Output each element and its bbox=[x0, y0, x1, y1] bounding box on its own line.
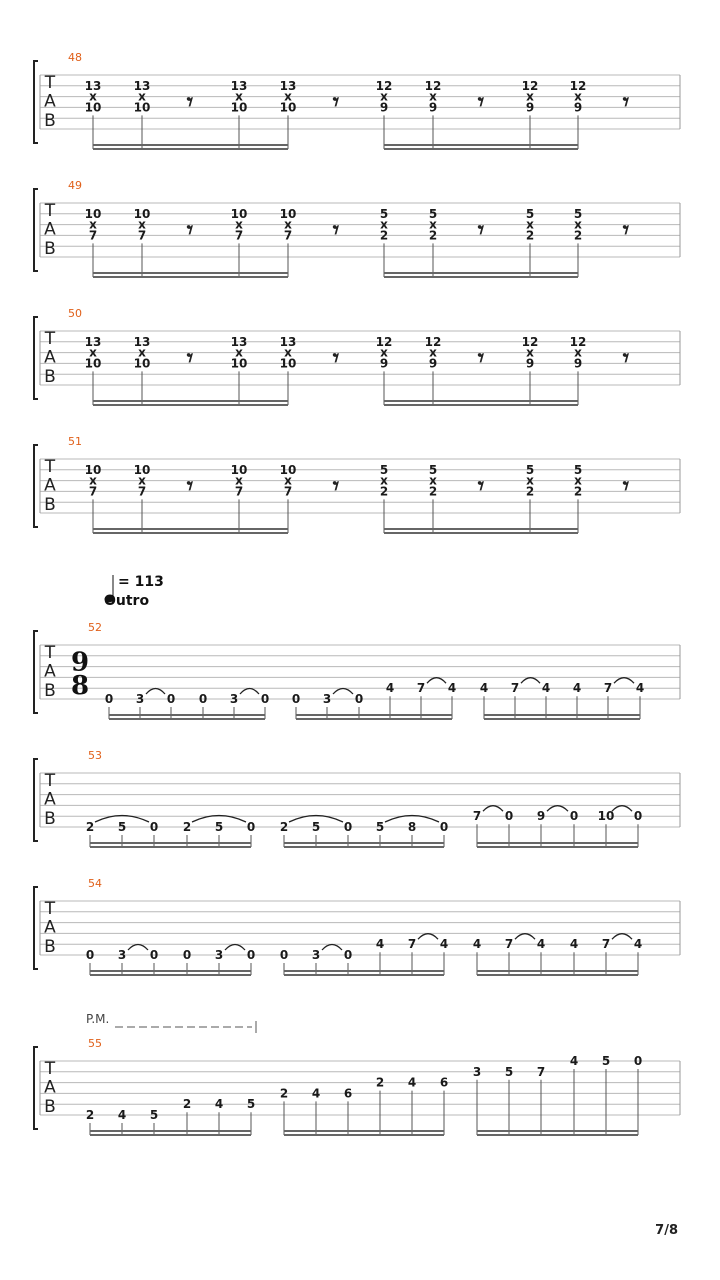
section-label: Outro bbox=[104, 593, 150, 609]
fret-number: 4 bbox=[633, 937, 643, 952]
measure-50 bbox=[34, 307, 680, 405]
measure-number: 52 bbox=[88, 621, 102, 634]
fret-number: x bbox=[284, 345, 292, 360]
fret-number: 3 bbox=[311, 948, 321, 962]
measure-51 bbox=[34, 435, 680, 533]
tab-clef-b: B bbox=[44, 1097, 56, 1117]
fret-number: 5 bbox=[601, 1054, 611, 1068]
fret-number: 5 bbox=[311, 820, 321, 834]
fret-number: x bbox=[526, 345, 534, 360]
fret-number: 7 bbox=[603, 681, 613, 696]
fret-number: 10 bbox=[230, 100, 248, 115]
fret-number: 3 bbox=[472, 1064, 482, 1079]
measure-number: 51 bbox=[68, 435, 82, 448]
fret-number: 0 bbox=[149, 820, 159, 834]
eighth-rest-icon: 𝄾 bbox=[186, 87, 194, 116]
fret-number: 0 bbox=[439, 820, 449, 834]
tab-clef-b: B bbox=[44, 111, 56, 131]
fret-number: 12 bbox=[375, 334, 393, 349]
fret-number: x bbox=[284, 217, 292, 232]
eighth-rest-icon: 𝄾 bbox=[477, 471, 485, 500]
fret-number: 5 bbox=[504, 1064, 514, 1079]
tie-arc bbox=[483, 806, 503, 812]
fret-number: 2 bbox=[182, 1097, 192, 1112]
fret-number: 2 bbox=[525, 228, 535, 243]
fret-number: 0 bbox=[85, 948, 95, 962]
fret-number: 5 bbox=[379, 206, 389, 221]
fret-number: x bbox=[429, 217, 437, 232]
measure-55 bbox=[34, 1037, 680, 1135]
fret-number: 2 bbox=[375, 1075, 385, 1090]
eighth-rest-icon: 𝄾 bbox=[477, 343, 485, 372]
fret-number: 10 bbox=[84, 462, 102, 477]
measure-number: 54 bbox=[88, 877, 102, 890]
fret-number: 4 bbox=[385, 681, 395, 696]
fret-number: x bbox=[526, 89, 534, 104]
fret-number: 2 bbox=[85, 820, 95, 834]
fret-number: x bbox=[235, 345, 243, 360]
fret-number: x bbox=[89, 473, 97, 488]
fret-number: 9 bbox=[428, 100, 438, 115]
fret-number: 5 bbox=[246, 1097, 256, 1112]
fret-number: 0 bbox=[182, 948, 192, 962]
fret-number: 5 bbox=[428, 206, 438, 221]
fret-number: 13 bbox=[84, 334, 102, 349]
measure-number: 49 bbox=[68, 179, 82, 192]
tab-clef-a: A bbox=[44, 475, 56, 496]
fret-number: 9 bbox=[379, 356, 389, 371]
fret-number: 7 bbox=[416, 681, 426, 696]
fret-number: 5 bbox=[428, 462, 438, 477]
fret-number: x bbox=[138, 217, 146, 232]
tab-clef-a: A bbox=[44, 91, 56, 112]
tab-clef-b: B bbox=[44, 809, 56, 829]
tie-arc bbox=[515, 934, 535, 940]
fret-number: 4 bbox=[635, 681, 645, 696]
fret-number: 4 bbox=[214, 1097, 224, 1112]
fret-number: 13 bbox=[230, 334, 248, 349]
fret-number: 13 bbox=[133, 334, 151, 349]
fret-number: x bbox=[380, 473, 388, 488]
fret-number: 0 bbox=[569, 809, 579, 824]
fret-number: 9 bbox=[428, 356, 438, 371]
fret-number: x bbox=[429, 473, 437, 488]
fret-number: 5 bbox=[379, 462, 389, 477]
tab-clef-b: B bbox=[44, 367, 56, 387]
tab-clef-b: B bbox=[44, 239, 56, 259]
fret-number: 5 bbox=[573, 462, 583, 477]
fret-number: x bbox=[526, 473, 534, 488]
tab-clef-a: A bbox=[44, 917, 56, 938]
fret-number: 4 bbox=[536, 937, 546, 952]
fret-number: 3 bbox=[229, 692, 239, 706]
fret-number: 5 bbox=[214, 820, 224, 834]
fret-number: 0 bbox=[260, 692, 270, 706]
fret-number: 10 bbox=[230, 356, 248, 371]
fret-number: x bbox=[235, 473, 243, 488]
tab-clef-b: B bbox=[44, 937, 56, 957]
fret-number: 7 bbox=[283, 484, 293, 499]
tab-clef-a: A bbox=[44, 1077, 56, 1098]
eighth-rest-icon: 𝄾 bbox=[332, 471, 340, 500]
system-bracket bbox=[34, 445, 38, 527]
fret-number: 13 bbox=[84, 78, 102, 93]
fret-number: 12 bbox=[375, 78, 393, 93]
tie-arc bbox=[146, 689, 165, 695]
tab-clef-t: T bbox=[44, 200, 56, 221]
fret-number: 10 bbox=[133, 206, 151, 221]
eighth-rest-icon: 𝄾 bbox=[622, 343, 630, 372]
page-number: 7/8 bbox=[655, 1223, 678, 1238]
palm-mute-label: P.M. bbox=[86, 1012, 110, 1026]
fret-number: 4 bbox=[447, 681, 457, 696]
fret-number: 2 bbox=[182, 820, 192, 834]
fret-number: 0 bbox=[343, 820, 353, 834]
fret-number: 2 bbox=[85, 1108, 95, 1122]
fret-number: 4 bbox=[569, 1054, 579, 1068]
fret-number: 9 bbox=[573, 356, 583, 371]
fret-number: 2 bbox=[379, 228, 389, 243]
fret-number: 3 bbox=[322, 692, 332, 706]
fret-number: x bbox=[138, 345, 146, 360]
fret-number: x bbox=[380, 345, 388, 360]
tab-clef-t: T bbox=[44, 1058, 56, 1079]
time-signature-bottom: 8 bbox=[70, 671, 90, 702]
fret-number: 10 bbox=[279, 100, 297, 115]
fret-number: 10 bbox=[84, 206, 102, 221]
tie-arc bbox=[240, 689, 259, 695]
eighth-rest-icon: 𝄾 bbox=[186, 471, 194, 500]
fret-number: 10 bbox=[597, 809, 615, 824]
tab-clef-t: T bbox=[44, 642, 56, 663]
measure-number: 53 bbox=[88, 749, 102, 762]
fret-number: 10 bbox=[133, 100, 151, 115]
eighth-rest-icon: 𝄾 bbox=[332, 215, 340, 244]
fret-number: 2 bbox=[428, 228, 438, 243]
fret-number: 3 bbox=[117, 948, 127, 962]
eighth-rest-icon: 𝄾 bbox=[622, 471, 630, 500]
tie-arc bbox=[418, 934, 438, 940]
fret-number: 4 bbox=[572, 681, 582, 696]
fret-number: 7 bbox=[283, 228, 293, 243]
fret-number: 7 bbox=[510, 681, 520, 696]
fret-number: 12 bbox=[569, 78, 587, 93]
tab-clef-a: A bbox=[44, 661, 56, 682]
fret-number: 9 bbox=[379, 100, 389, 115]
fret-number: 10 bbox=[133, 462, 151, 477]
tie-arc bbox=[333, 689, 353, 695]
fret-number: 0 bbox=[279, 948, 289, 962]
fret-number: 2 bbox=[379, 484, 389, 499]
fret-number: 7 bbox=[407, 937, 417, 952]
fret-number: 0 bbox=[633, 809, 643, 824]
fret-number: 4 bbox=[479, 681, 489, 696]
fret-number: 10 bbox=[84, 100, 102, 115]
fret-number: 7 bbox=[88, 228, 98, 243]
measure-49 bbox=[34, 179, 680, 277]
system-bracket bbox=[34, 61, 38, 143]
fret-number: x bbox=[574, 217, 582, 232]
fret-number: 4 bbox=[311, 1086, 321, 1101]
tempo-value: = 113 bbox=[118, 574, 164, 590]
fret-number: 12 bbox=[521, 78, 539, 93]
fret-number: 10 bbox=[279, 356, 297, 371]
fret-number: x bbox=[284, 473, 292, 488]
fret-number: 5 bbox=[525, 462, 535, 477]
fret-number: 9 bbox=[536, 809, 546, 824]
fret-number: 12 bbox=[424, 78, 442, 93]
fret-number: x bbox=[235, 89, 243, 104]
fret-number: 0 bbox=[633, 1054, 643, 1068]
eighth-rest-icon: 𝄾 bbox=[622, 87, 630, 116]
fret-number: 0 bbox=[354, 692, 364, 706]
eighth-rest-icon: 𝄾 bbox=[332, 343, 340, 372]
fret-number: x bbox=[89, 89, 97, 104]
eighth-rest-icon: 𝄾 bbox=[186, 343, 194, 372]
fret-number: 13 bbox=[230, 78, 248, 93]
fret-number: 12 bbox=[521, 334, 539, 349]
fret-number: 10 bbox=[133, 356, 151, 371]
fret-number: 4 bbox=[569, 937, 579, 952]
system-bracket bbox=[34, 317, 38, 399]
fret-number: 0 bbox=[198, 692, 208, 706]
tab-clef-b: B bbox=[44, 681, 56, 701]
fret-number: x bbox=[574, 345, 582, 360]
measure-number: 50 bbox=[68, 307, 82, 320]
tie-arc bbox=[128, 945, 148, 951]
tab-clef-a: A bbox=[44, 347, 56, 368]
fret-number: 7 bbox=[88, 484, 98, 499]
fret-number: 2 bbox=[428, 484, 438, 499]
fret-number: 7 bbox=[536, 1064, 546, 1079]
fret-number: 12 bbox=[424, 334, 442, 349]
fret-number: x bbox=[138, 473, 146, 488]
fret-number: 4 bbox=[439, 937, 449, 952]
system-bracket bbox=[34, 887, 38, 969]
fret-number: 6 bbox=[439, 1075, 449, 1090]
fret-number: 4 bbox=[375, 937, 385, 952]
eighth-rest-icon: 𝄾 bbox=[477, 87, 485, 116]
tie-arc bbox=[322, 945, 342, 951]
system-bracket bbox=[34, 631, 38, 713]
measure-number: 48 bbox=[68, 51, 82, 64]
fret-number: 0 bbox=[291, 692, 301, 706]
tab-clef-a: A bbox=[44, 219, 56, 240]
fret-number: 3 bbox=[214, 948, 224, 962]
tie-arc bbox=[521, 678, 540, 684]
fret-number: 10 bbox=[279, 206, 297, 221]
tab-clef-b: B bbox=[44, 495, 56, 515]
fret-number: 7 bbox=[137, 484, 147, 499]
fret-number: 0 bbox=[166, 692, 176, 706]
fret-number: 3 bbox=[135, 692, 145, 706]
fret-number: 0 bbox=[149, 948, 159, 962]
tab-clef-t: T bbox=[44, 328, 56, 349]
fret-number: x bbox=[284, 89, 292, 104]
fret-number: 4 bbox=[541, 681, 551, 696]
tab-clef-t: T bbox=[44, 72, 56, 93]
fret-number: 7 bbox=[601, 937, 611, 952]
measure-54 bbox=[34, 877, 680, 975]
fret-number: 5 bbox=[375, 820, 385, 834]
fret-number: 4 bbox=[117, 1108, 127, 1122]
fret-number: 2 bbox=[279, 1086, 289, 1101]
fret-number: x bbox=[380, 89, 388, 104]
tie-arc bbox=[614, 678, 634, 684]
fret-number: x bbox=[138, 89, 146, 104]
fret-number: 0 bbox=[504, 809, 514, 824]
fret-number: 12 bbox=[569, 334, 587, 349]
fret-number: 5 bbox=[525, 206, 535, 221]
fret-number: 4 bbox=[472, 937, 482, 952]
fret-number: 13 bbox=[133, 78, 151, 93]
fret-number: 10 bbox=[230, 462, 248, 477]
fret-number: 2 bbox=[279, 820, 289, 834]
fret-number: 9 bbox=[525, 100, 535, 115]
fret-number: 0 bbox=[246, 820, 256, 834]
tie-arc bbox=[225, 945, 245, 951]
fret-number: 2 bbox=[573, 228, 583, 243]
tab-clef-t: T bbox=[44, 898, 56, 919]
system-bracket bbox=[34, 759, 38, 841]
fret-number: 10 bbox=[84, 356, 102, 371]
fret-number: 0 bbox=[343, 948, 353, 962]
fret-number: 7 bbox=[234, 228, 244, 243]
fret-number: x bbox=[89, 217, 97, 232]
system-bracket bbox=[34, 1047, 38, 1129]
fret-number: 6 bbox=[343, 1086, 353, 1101]
fret-number: 5 bbox=[149, 1108, 159, 1122]
fret-number: 5 bbox=[117, 820, 127, 834]
palm-mute-marking bbox=[86, 1012, 256, 1033]
eighth-rest-icon: 𝄾 bbox=[332, 87, 340, 116]
fret-number: 5 bbox=[573, 206, 583, 221]
fret-number: 10 bbox=[279, 462, 297, 477]
system-bracket bbox=[34, 189, 38, 271]
fret-number: 7 bbox=[504, 937, 514, 952]
measure-52 bbox=[34, 621, 680, 719]
fret-number: 0 bbox=[246, 948, 256, 962]
fret-number: 2 bbox=[525, 484, 535, 499]
fret-number: 2 bbox=[573, 484, 583, 499]
eighth-rest-icon: 𝄾 bbox=[477, 215, 485, 244]
tie-arc bbox=[612, 806, 632, 812]
fret-number: x bbox=[526, 217, 534, 232]
tab-clef-a: A bbox=[44, 789, 56, 810]
time-signature-top: 9 bbox=[70, 647, 90, 678]
tempo-marking bbox=[104, 574, 164, 609]
fret-number: x bbox=[89, 345, 97, 360]
tie-arc bbox=[612, 934, 632, 940]
fret-number: 13 bbox=[279, 78, 297, 93]
measure-48 bbox=[34, 51, 680, 149]
fret-number: 7 bbox=[137, 228, 147, 243]
fret-number: x bbox=[574, 89, 582, 104]
eighth-rest-icon: 𝄾 bbox=[622, 215, 630, 244]
fret-number: 13 bbox=[279, 334, 297, 349]
fret-number: 9 bbox=[525, 356, 535, 371]
fret-number: 4 bbox=[407, 1075, 417, 1090]
fret-number: 7 bbox=[234, 484, 244, 499]
fret-number: 7 bbox=[472, 809, 482, 824]
fret-number: x bbox=[429, 345, 437, 360]
measure-53 bbox=[34, 749, 680, 847]
tie-arc bbox=[547, 806, 568, 812]
tab-clef-t: T bbox=[44, 456, 56, 477]
fret-number: x bbox=[429, 89, 437, 104]
eighth-rest-icon: 𝄾 bbox=[186, 215, 194, 244]
tab-clef-t: T bbox=[44, 770, 56, 791]
fret-number: 8 bbox=[407, 820, 417, 834]
fret-number: 9 bbox=[573, 100, 583, 115]
fret-number: x bbox=[380, 217, 388, 232]
fret-number: 0 bbox=[104, 692, 114, 706]
tie-arc bbox=[427, 678, 446, 684]
fret-number: x bbox=[574, 473, 582, 488]
measure-number: 55 bbox=[88, 1037, 102, 1050]
fret-number: x bbox=[235, 217, 243, 232]
fret-number: 10 bbox=[230, 206, 248, 221]
